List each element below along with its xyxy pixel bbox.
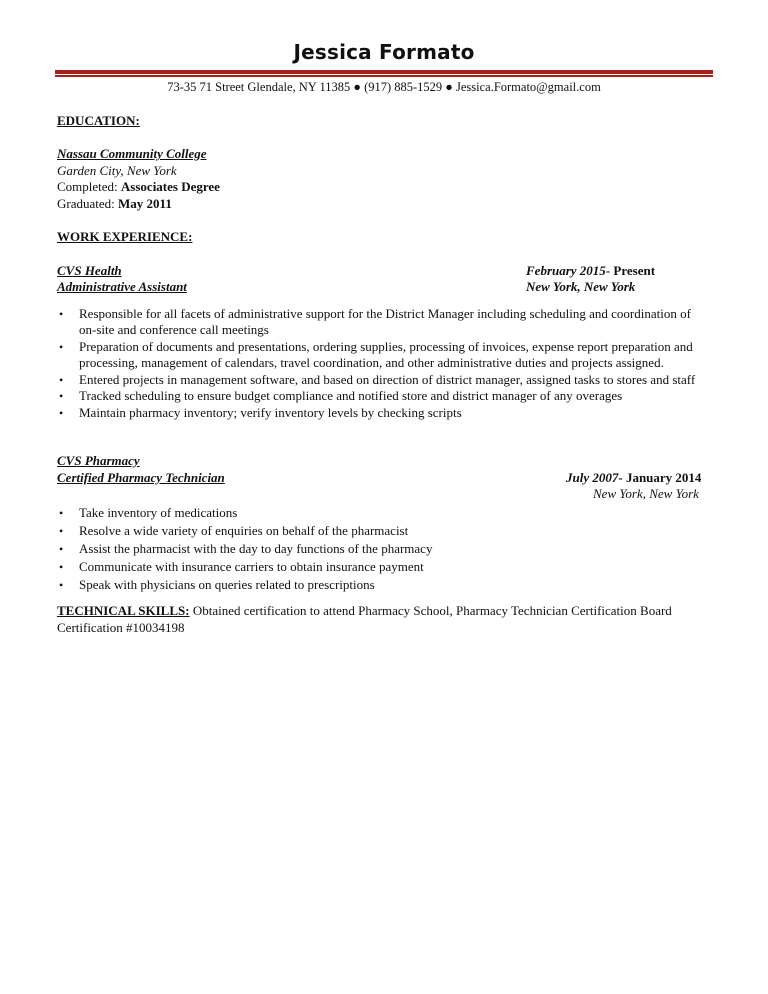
duty-text: Communicate with insurance carriers to obtain insurance payment (79, 558, 424, 574)
job-title-row (57, 279, 711, 296)
education-heading: EDUCATION: (57, 112, 140, 128)
bullet-icon: • (59, 405, 64, 420)
duty-text: Preparation of documents and presentations, ordering supplies, processing of invoices, expense report preparation and processing, management of calendars, travel coordination, and other administrative duties and projects assigned. (79, 338, 693, 370)
job-title: Certified Pharmacy Technician (57, 469, 225, 485)
bullet-icon: • (59, 523, 64, 538)
job-dates (566, 470, 711, 487)
job-dates (526, 263, 711, 280)
list-item (57, 541, 711, 558)
duty-text: Assist the pharmacist with the day to day functions of the pharmacy (79, 540, 433, 556)
completed-label: Completed: (57, 179, 118, 194)
resume-page (57, 40, 711, 636)
duty-text: Responsible for all facets of administrative support for the District Manager including scheduling and coordination of on-site and conference call meetings (79, 305, 691, 337)
list-item (57, 306, 711, 339)
job-end: - Present (605, 262, 656, 278)
list-item (57, 372, 711, 389)
job-duties (57, 505, 711, 594)
job-duties (57, 306, 711, 422)
header-divider (55, 70, 713, 77)
graduated-line (57, 196, 711, 213)
bullet-icon: • (59, 577, 64, 592)
skills-text: Obtained certification to attend Pharmacy School, Pharmacy Technician Certification Board Certification #10034198 (57, 603, 672, 635)
divider-thin-line (55, 75, 713, 77)
duty-text: Take inventory of medications (79, 504, 238, 520)
job-location-row (57, 486, 711, 503)
work-heading: WORK EXPERIENCE: (57, 229, 193, 244)
list-item (57, 523, 711, 540)
school-name: Nassau Community College (57, 146, 207, 161)
candidate-name: Jessica Formato (293, 40, 475, 64)
education-entry (57, 146, 711, 212)
list-item (57, 559, 711, 576)
completed-value: Associates Degree (120, 179, 220, 194)
list-item (57, 505, 711, 522)
job-location: New York, New York (593, 486, 699, 501)
technical-skills (57, 603, 711, 636)
duty-text: Resolve a wide variety of enquiries on behalf of the pharmacist (79, 522, 409, 538)
list-item (57, 405, 711, 422)
job-start: February 2015 (526, 262, 606, 278)
skills-label: TECHNICAL SKILLS: (57, 603, 190, 618)
bullet-icon: • (59, 559, 64, 574)
job-header-row (57, 263, 711, 280)
job-title: Administrative Assistant (57, 279, 187, 294)
school-location: Garden City, New York (57, 162, 177, 178)
divider-thick-line (55, 70, 713, 74)
list-item (57, 339, 711, 372)
job-location: New York, New York (526, 279, 636, 294)
graduated-label: Graduated: (57, 195, 115, 211)
job-entry (57, 453, 711, 593)
contact-line: 73-35 71 Street Glendale, NY 11385 ● (917) 885-1529 ● Jessica.Formato@gmail.com (167, 80, 601, 94)
bullet-icon: • (59, 505, 64, 520)
bullet-icon: • (59, 541, 64, 556)
completed-line (57, 179, 711, 196)
bullet-icon: • (59, 372, 64, 387)
duty-text: Entered projects in management software, and based on direction of district manager, assigned tasks to stores and staff (79, 371, 696, 387)
bullet-icon: • (59, 306, 64, 321)
graduated-value: May 2011 (118, 195, 172, 211)
job-company: CVS Pharmacy (57, 453, 140, 468)
job-title-row (57, 470, 711, 487)
duty-text: Tracked scheduling to ensure budget compliance and notified store and district manager of any overages (79, 388, 623, 403)
job-end: - January 2014 (618, 469, 702, 485)
bullet-icon: • (59, 389, 64, 403)
job-company: CVS Health (57, 262, 122, 278)
list-item (57, 388, 711, 405)
bullet-icon: • (59, 339, 64, 354)
job-start: July 2007 (566, 469, 619, 485)
list-item (57, 577, 711, 594)
job-entry (57, 263, 711, 422)
duty-text: Speak with physicians on queries related to prescriptions (79, 576, 375, 592)
duty-text: Maintain pharmacy inventory; verify inventory levels by checking scripts (79, 404, 462, 420)
